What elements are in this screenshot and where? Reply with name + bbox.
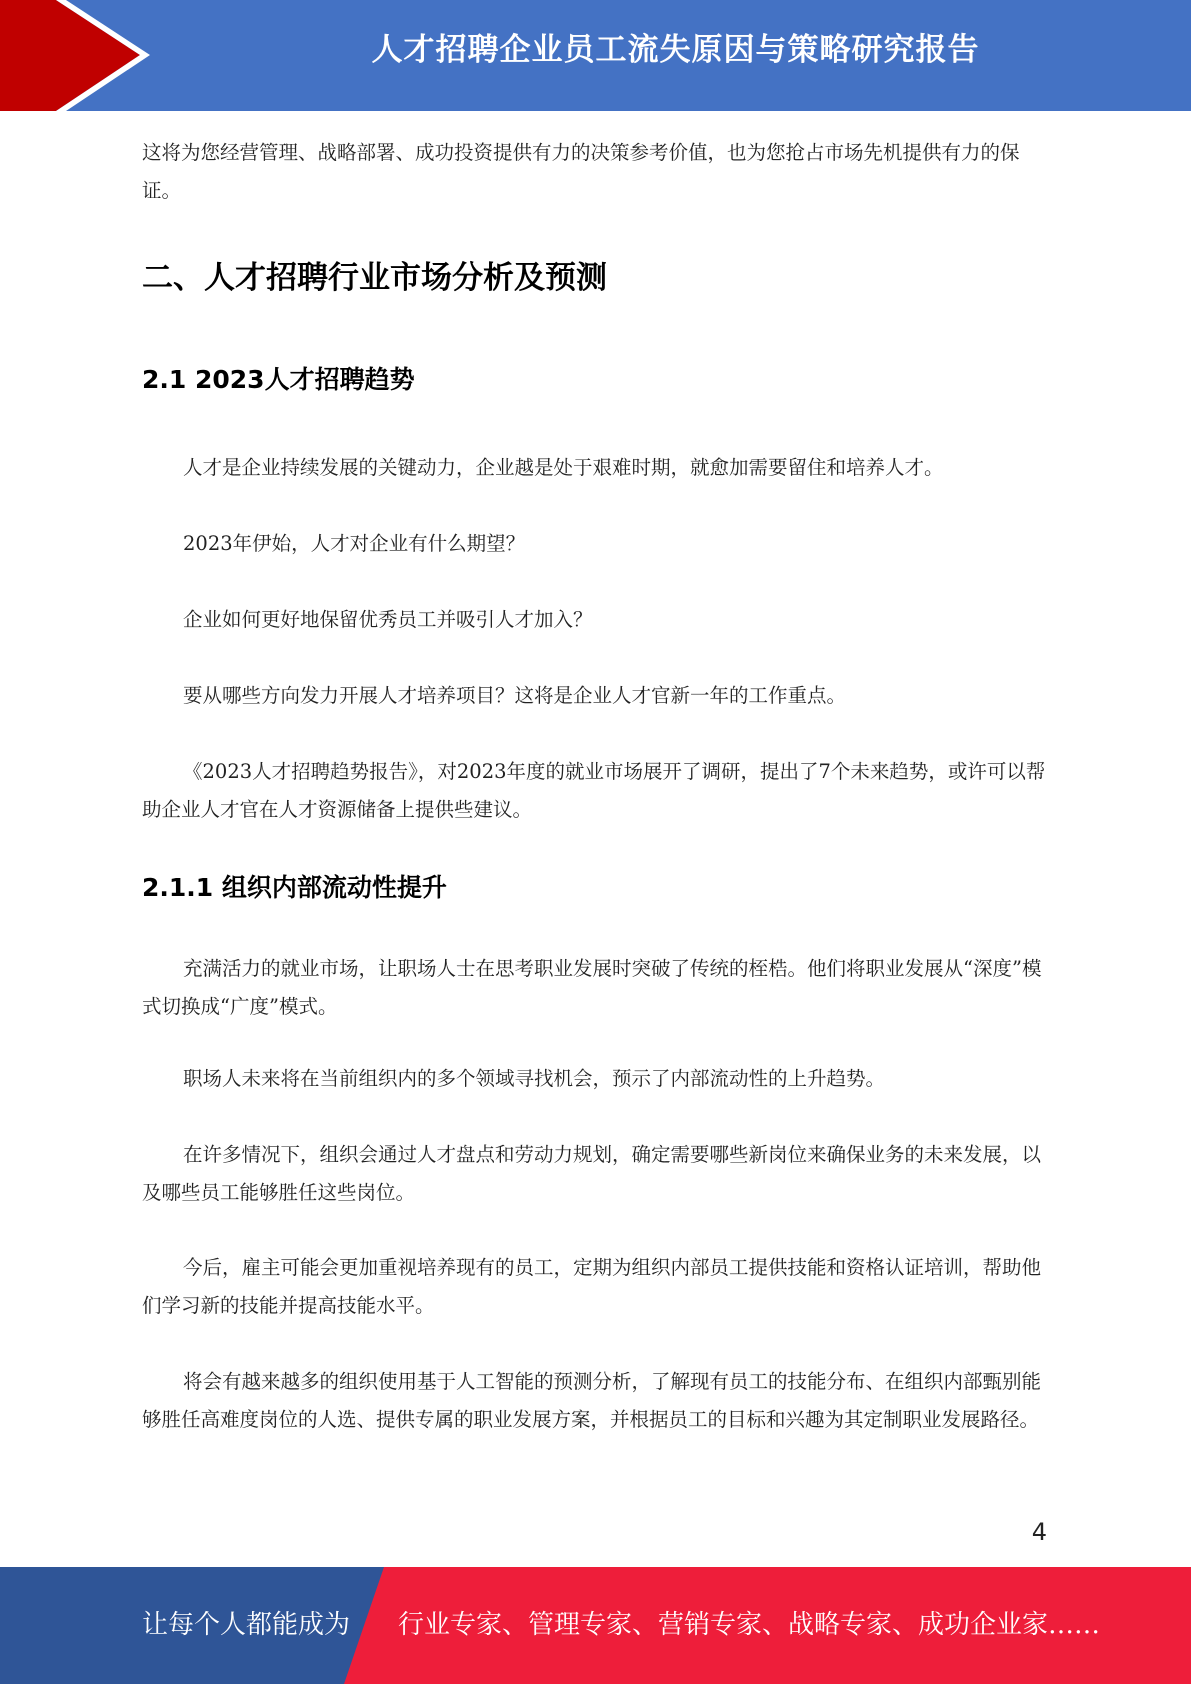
footer-slogan-right: 行业专家、管理专家、营销专家、战略专家、成功企业家…… [398, 1610, 1101, 1640]
subsection-heading-2-1-1: 2.1.1 组织内部流动性提升 [142, 873, 447, 902]
page-footer [0, 1567, 1191, 1684]
paragraph: 人才是企业持续发展的关键动力，企业越是处于艰难时期，就愈加需要留住和培养人才。 [183, 456, 944, 479]
subsection-heading-2-1: 2.1 2023人才招聘趋势 [142, 365, 415, 394]
footer-slogan-left: 让每个人都能成为 [142, 1610, 351, 1640]
section-heading: 二、人才招聘行业市场分析及预测 [142, 260, 607, 296]
page-header [0, 0, 1191, 111]
paragraph: 将会有越来越多的组织使用基于人工智能的预测分析，了解现有员工的技能分布、在组织内部甄别能够胜任高难度岗位的人选、提供专属的职业发展方案，并根据员工的目标和兴趣为其定制职业发展路径。 [142, 1370, 1042, 1431]
paragraph: 在许多情况下，组织会通过人才盘点和劳动力规划，确定需要哪些新岗位来确保业务的未来发展，以及哪些员工能够胜任这些岗位。 [142, 1143, 1042, 1204]
paragraph: 企业如何更好地保留优秀员工并吸引人才加入？ [183, 608, 593, 631]
paragraph: 职场人未来将在当前组织内的多个领域寻找机会，预示了内部流动性的上升趋势。 [183, 1067, 886, 1090]
page-number: 4 [1031, 1518, 1047, 1546]
header-chevron-decoration [0, 0, 160, 111]
paragraph: 《2023人才招聘趋势报告》，对2023年度的就业市场展开了调研，提出了7个未来趋势，或许可以帮助企业人才官在人才资源储备上提供些建议。 [142, 760, 1046, 821]
paragraph: 充满活力的就业市场，让职场人士在思考职业发展时突破了传统的桎梏。他们将职业发展从“深度”模式切换成“广度”模式。 [142, 957, 1042, 1018]
header-title: 人才招聘企业员工流失原因与策略研究报告 [371, 32, 980, 68]
paragraph: 今后，雇主可能会更加重视培养现有的员工，定期为组织内部员工提供技能和资格认证培训，帮助他们学习新的技能并提高技能水平。 [142, 1256, 1042, 1317]
paragraph: 2023年伊始，人才对企业有什么期望？ [183, 532, 526, 555]
paragraph: 要从哪些方向发力开展人才培养项目？这将是企业人才官新一年的工作重点。 [183, 684, 847, 707]
intro-paragraph: 这将为您经营管理、战略部署、成功投资提供有力的决策参考价值，也为您抢占市场先机提供有力的保证。 [142, 141, 1020, 202]
